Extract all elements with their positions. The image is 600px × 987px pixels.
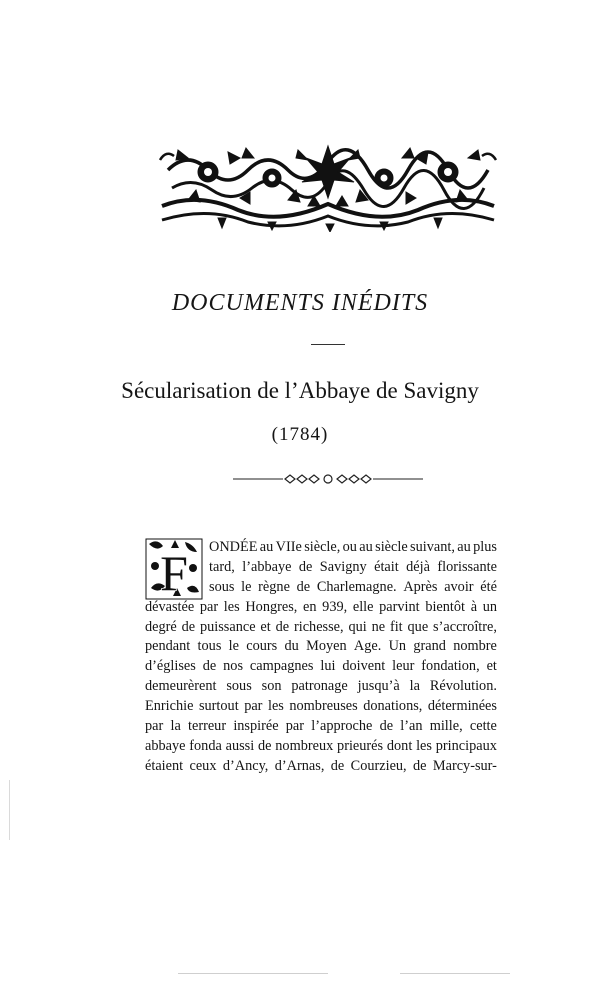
year-subtitle: (1784) [271, 424, 329, 445]
text-line [145, 538, 497, 558]
word: de [413, 757, 427, 774]
word: l’abbaye [242, 558, 292, 575]
text-line [145, 657, 497, 677]
word: fonda [189, 737, 222, 754]
word: Age. [353, 638, 382, 655]
body-paragraph [145, 538, 497, 777]
text-line [145, 598, 497, 618]
text-line [145, 558, 497, 578]
word: ou [342, 539, 357, 555]
word: Révolution. [429, 678, 497, 695]
divider [311, 344, 345, 345]
word: leur [392, 658, 415, 675]
word: le [228, 638, 239, 655]
word: jusqu’à [357, 678, 400, 695]
word: inspirée [233, 718, 279, 735]
word: à [470, 598, 478, 615]
word: demeurèrent [145, 678, 217, 695]
word: principaux [435, 737, 497, 754]
word: florissante [437, 558, 497, 575]
word: patronage [291, 678, 348, 695]
word: en [303, 598, 317, 615]
word: au [457, 539, 471, 555]
word: avoir [444, 578, 474, 595]
word: la [409, 678, 420, 695]
word: bientôt [425, 598, 466, 615]
text-line [145, 717, 497, 737]
word: de [181, 618, 196, 635]
word: d’Ancy, [222, 757, 269, 774]
word: prieurés [337, 737, 384, 754]
word: du [284, 638, 299, 655]
page-title: Sécularisation de l’Abbaye de Savigny [121, 378, 479, 403]
word: suivant, [410, 539, 455, 555]
word: le [241, 578, 252, 595]
word: de [275, 618, 290, 635]
word: degré [145, 618, 177, 635]
word: dont [386, 737, 413, 754]
word: Savigny [319, 558, 367, 575]
word: puissance [199, 618, 256, 635]
word: et [486, 658, 497, 675]
text-line [145, 677, 497, 697]
word: Charlemagne. [316, 578, 397, 595]
word: par [145, 718, 164, 735]
word: déjà [406, 558, 430, 575]
word: s’accroître, [433, 618, 497, 635]
text-line [145, 637, 497, 657]
word: son [261, 678, 282, 695]
word: au [359, 539, 373, 555]
word: Un [388, 638, 407, 655]
word: étaient [145, 757, 184, 774]
word: nombreuses [289, 698, 358, 715]
word: tous [197, 638, 222, 655]
word: nos [223, 658, 244, 675]
word: d’églises [145, 658, 196, 675]
word: sous [226, 678, 252, 695]
svg-text:F: F [160, 545, 188, 600]
word: par [199, 598, 219, 615]
word: cette [469, 718, 497, 735]
word: les [223, 598, 240, 615]
word: VIIe [275, 539, 302, 555]
word: fit [389, 618, 403, 635]
section-heading: DOCUMENTS INÉDITS [171, 290, 429, 316]
word: par [285, 718, 305, 735]
word: les [267, 698, 284, 715]
page-edge [9, 780, 10, 840]
word: Après [403, 578, 438, 595]
word: plus [473, 539, 497, 555]
word: et [260, 618, 271, 635]
word: fondation, [421, 658, 480, 675]
word: les [416, 737, 432, 754]
word: la [170, 718, 181, 735]
word: grand [413, 638, 446, 655]
word: Moyen [306, 638, 347, 655]
word: un [482, 598, 497, 615]
word: Marcy-sur- [432, 757, 497, 774]
word: Enrichie [145, 698, 194, 715]
word: l’an [400, 718, 423, 735]
word: mille, [429, 718, 463, 735]
text-line [145, 618, 497, 638]
word: dévastée [145, 598, 195, 615]
word: campagnes [249, 658, 314, 675]
word: siècle [375, 539, 408, 555]
word: elle [352, 598, 374, 615]
word: pendant [145, 638, 191, 655]
word: nombreux [275, 737, 334, 754]
page-edge [400, 973, 510, 974]
word: de [202, 658, 217, 675]
word: doivent [342, 658, 386, 675]
word: abbaye [145, 737, 186, 754]
word: de [298, 558, 313, 575]
text-line [145, 578, 497, 598]
word: nombre [453, 638, 497, 655]
word: ONDÉE [209, 539, 258, 555]
word: ne [371, 618, 386, 635]
word: 939, [322, 598, 348, 615]
word: donations, [363, 698, 423, 715]
word: sous [209, 578, 235, 595]
word: richesse, [293, 618, 344, 635]
word: cours [246, 638, 278, 655]
word: règne [258, 578, 290, 595]
word: Hongres, [245, 598, 298, 615]
word: de [258, 737, 272, 754]
page-edge [178, 973, 328, 974]
word: parvint [379, 598, 420, 615]
word: surtout [198, 698, 239, 715]
text-line [145, 757, 497, 777]
word: été [480, 578, 497, 595]
word: d’Arnas, [274, 757, 325, 774]
word: de [296, 578, 311, 595]
word: terreur [188, 718, 227, 735]
word: Courzieu, [350, 757, 407, 774]
ornamental-rule-icon [233, 472, 423, 486]
word: aussi [225, 737, 255, 754]
word: déterminées [427, 698, 497, 715]
text-line [145, 697, 497, 717]
word: lui [320, 658, 336, 675]
word: tard, [209, 558, 235, 575]
word: de [330, 757, 345, 774]
text-line [145, 737, 497, 757]
word: par [244, 698, 263, 715]
word: de [379, 718, 394, 735]
word: siècle, [304, 539, 341, 555]
word: que [407, 618, 429, 635]
word: ceux [189, 757, 217, 774]
floral-headpiece-icon [158, 140, 498, 232]
word: qui [348, 618, 367, 635]
word: était [374, 558, 399, 575]
word: l’approche [311, 718, 373, 735]
word: au [259, 539, 274, 555]
